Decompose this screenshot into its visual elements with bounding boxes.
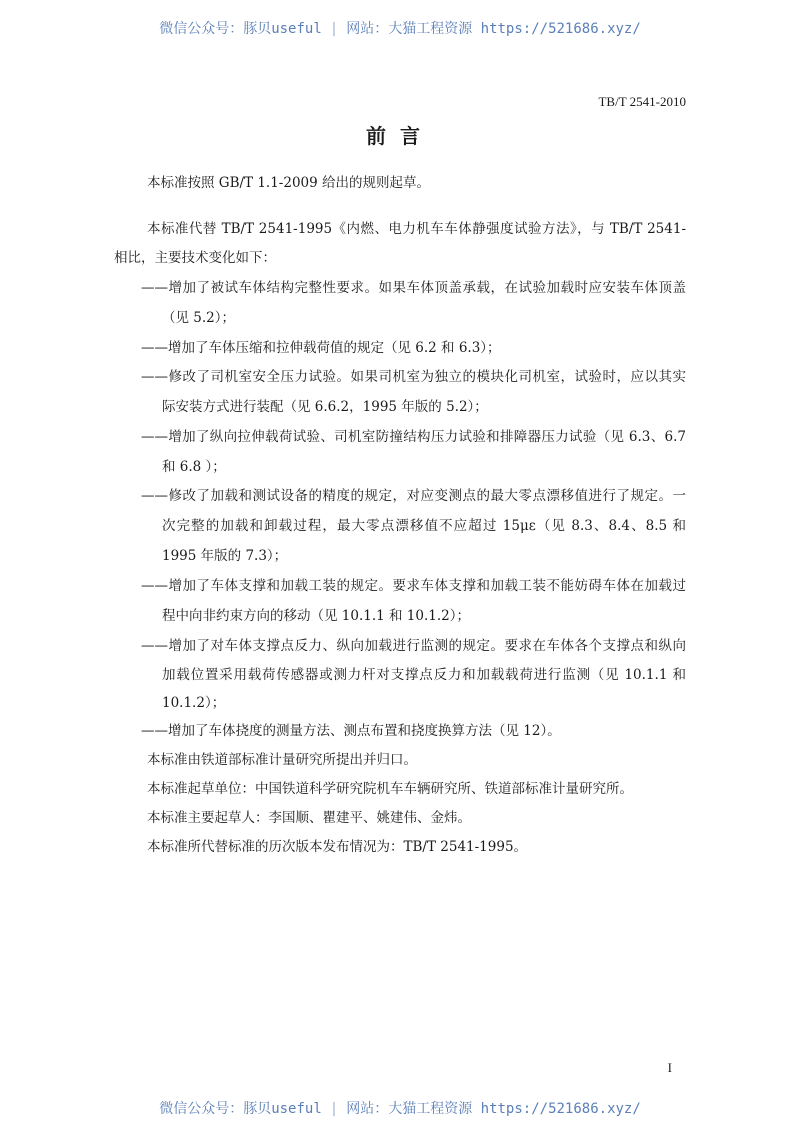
paragraph-line: 相比，主要技术变化如下： bbox=[114, 250, 276, 266]
list-item-line: 际安装方式进行装配（见 6.6.2，1995 年版的 5.2）； bbox=[162, 399, 488, 415]
list-item-line: 加载位置采用载荷传感器或测力杆对支撑点反力和加载载荷进行监测（见 10.1.1 和 bbox=[162, 667, 686, 683]
watermark-header bbox=[0, 18, 800, 38]
watermark-wechat: 微信公众号：豚贝useful bbox=[159, 21, 322, 37]
list-item-line: 程中向非约束方向的移动（见 10.1.1 和 10.1.2）； bbox=[162, 608, 471, 624]
list-item-line: ——增加了对车体支撑点反力、纵向加载进行监测的规定。要求在车体各个支撑点和纵向 bbox=[141, 638, 686, 654]
page-number: I bbox=[667, 1060, 672, 1075]
watermark-site: 网站：大猫工程资源 https://521686.xyz/ bbox=[346, 21, 641, 37]
list-item-line: 1995 年版的 7.3）； bbox=[162, 548, 288, 564]
paragraph-line: 本标准主要起草人：李国顺、瞿建平、姚建伟、金炜。 bbox=[147, 810, 471, 826]
list-item-line: ——增加了纵向拉伸载荷试验、司机室防撞结构压力试验和排障器压力试验（见 6.3、6.7 bbox=[141, 429, 686, 445]
standard-code: TB/T 2541-2010 bbox=[598, 94, 686, 109]
paragraph-line: 本标准按照 GB/T 1.1-2009 给出的规则起草。 bbox=[147, 175, 431, 191]
list-item-line: ——修改了司机室安全压力试验。如果司机室为独立的模块化司机室，试验时，应以其实 bbox=[141, 369, 686, 385]
paragraph-line: 本标准由铁道部标准计量研究所提出并归口。 bbox=[147, 752, 417, 768]
list-item-line: ——增加了车体压缩和拉伸载荷值的规定（见 6.2 和 6.3）； bbox=[141, 340, 501, 356]
watermark-separator: | bbox=[329, 21, 339, 37]
paragraph-line: 本标准所代替标准的历次版本发布情况为：TB/T 2541-1995。 bbox=[147, 839, 528, 855]
watermark-site: 网站：大猫工程资源 https://521686.xyz/ bbox=[346, 1101, 641, 1117]
list-item-line: ——增加了车体挠度的测量方法、测点布置和挠度换算方法（见 12）。 bbox=[141, 723, 561, 739]
list-item-line: 10.1.2）； bbox=[162, 695, 226, 711]
paragraph-line: 本标准起草单位：中国铁道科学研究院机车车辆研究所、铁道部标准计量研究所。 bbox=[147, 781, 633, 797]
list-item-line: ——增加了被试车体结构完整性要求。如果车体顶盖承载，在试验加载时应安装车体顶盖 bbox=[141, 280, 686, 296]
list-item-line: 和 6.8 ）； bbox=[162, 459, 226, 475]
watermark-wechat: 微信公众号：豚贝useful bbox=[159, 1101, 322, 1117]
list-item-line: ——修改了加载和测试设备的精度的规定，对应变测点的最大零点漂移值进行了规定。一 bbox=[141, 488, 686, 504]
page-title: 前言 bbox=[366, 124, 434, 148]
list-item-line: ——增加了车体支撑和加载工装的规定。要求车体支撑和加载工装不能妨碍车体在加载过 bbox=[141, 578, 686, 594]
watermark-footer bbox=[0, 1098, 800, 1118]
list-item-line: 次完整的加载和卸载过程，最大零点漂移值不应超过 15με（见 8.3、8.4、8.5 和 bbox=[162, 518, 686, 534]
paragraph-line: 本标准代替 TB/T 2541-1995《内燃、电力机车车体静强度试验方法》，与 TB/T 2541- bbox=[147, 221, 686, 237]
watermark-separator: | bbox=[329, 1101, 339, 1117]
list-item-line: （见 5.2）； bbox=[162, 310, 236, 326]
